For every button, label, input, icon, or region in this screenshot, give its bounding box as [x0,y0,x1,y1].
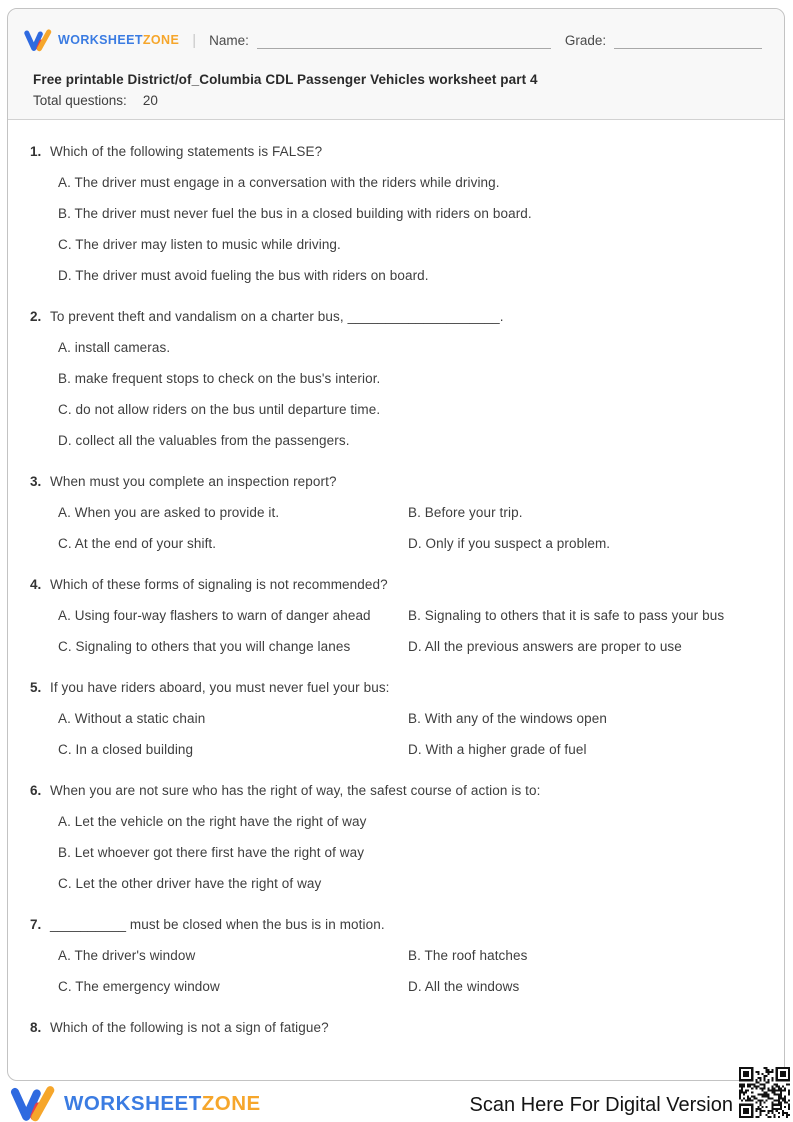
option-d: D. collect all the valuables from the passengers. [58,433,350,448]
question-options [58,497,764,559]
name-line [257,48,551,49]
option-a: A. Without a static chain [58,711,206,726]
worksheetzone-logo-icon [24,29,52,52]
question-number: 7. [30,917,42,932]
question [30,466,764,559]
worksheet-card [7,8,785,1081]
name-label: Name: [209,32,249,48]
questions-list [8,120,784,1043]
question [30,1012,764,1043]
question-text: Which of the following is not a sign of fatigue? [50,1020,329,1035]
question [30,569,764,662]
question-line [30,301,764,332]
question-line [30,672,764,703]
option-d: D. With a higher grade of fuel [408,742,587,757]
logo-word-zone: ZONE [142,33,180,47]
option-a: A. The driver's window [58,948,196,963]
question-text: When must you complete an inspection report? [50,474,337,489]
option-d: D. All the previous answers are proper to use [408,639,682,654]
option-a: A. Let the vehicle on the right have the right of way [58,814,367,829]
question-text: Which of the following statements is FALSE? [50,144,323,159]
question-line [30,1012,764,1043]
question-number: 4. [30,577,42,592]
question-options [58,703,764,765]
question-options [58,167,764,291]
qr-code [739,1067,790,1118]
question [30,672,764,765]
option-c: C. The driver may listen to music while driving. [58,237,341,252]
option-b: B. Let whoever got there first have the right of way [58,845,365,860]
question-number: 1. [30,144,42,159]
option-b: B. make frequent stops to check on the bus's interior. [58,371,381,386]
option-b: B. Signaling to others that it is safe to pass your bus [408,608,725,623]
scan-here-text: Scan Here For Digital Version [469,1094,733,1116]
option-c: C. Let the other driver have the right of way [58,876,322,891]
question-number: 6. [30,783,42,798]
question-options [58,806,764,899]
option-a: A. When you are asked to provide it. [58,505,280,520]
question-line [30,466,764,497]
question-number: 2. [30,309,42,324]
option-d: D. The driver must avoid fueling the bus with riders on board. [58,268,429,283]
question-number: 3. [30,474,42,489]
question-text: __________ must be closed when the bus is in motion. [50,917,385,932]
question-line [30,775,764,806]
option-a: A. install cameras. [58,340,171,355]
footer-brand-logo [10,1086,261,1122]
option-d: D. Only if you suspect a problem. [408,536,611,551]
question [30,301,764,456]
question-options [58,332,764,456]
option-b: B. The roof hatches [408,948,528,963]
worksheet-header [8,9,784,120]
worksheet-title: Free printable District/of_Columbia CDL Passenger Vehicles worksheet part 4 [33,72,538,87]
total-questions-label: Total questions: [33,93,127,108]
logo-word-worksheet: WORKSHEET [64,1092,202,1115]
option-c: C. The emergency window [58,979,220,994]
worksheetzone-logo-icon [10,1086,56,1122]
option-c: C. In a closed building [58,742,194,757]
option-c: C. do not allow riders on the bus until departure time. [58,402,381,417]
option-b: B. With any of the windows open [408,711,607,726]
question-text: Which of these forms of signaling is not recommended? [50,577,388,592]
grade-line [614,48,762,49]
question-options [58,940,764,1002]
option-a: A. Using four-way flashers to warn of danger ahead [58,608,371,623]
grade-label: Grade: [564,32,607,48]
option-b: B. Before your trip. [408,505,523,520]
question-line [30,569,764,600]
option-d: D. All the windows [408,979,520,994]
question-line [30,909,764,940]
header-divider-bar: | [192,31,197,49]
total-questions-value: 20 [142,93,158,108]
question-number: 8. [30,1020,42,1035]
question-number: 5. [30,680,42,695]
header-row [24,25,762,55]
option-c: C. Signaling to others that you will change lanes [58,639,351,654]
logo-word-worksheet: WORKSHEET [58,33,143,47]
question-options [58,600,764,662]
question [30,775,764,899]
question-text: To prevent theft and vandalism on a charter bus, ____________________. [50,309,504,324]
question [30,909,764,1002]
option-c: C. At the end of your shift. [58,536,217,551]
option-b: B. The driver must never fuel the bus in a closed building with riders on board. [58,206,532,221]
question [30,136,764,291]
option-a: A. The driver must engage in a conversation with the riders while driving. [58,175,500,190]
question-text: If you have riders aboard, you must never fuel your bus: [50,680,390,695]
question-text: When you are not sure who has the right of way, the safest course of action is to: [50,783,541,798]
total-questions [33,93,158,108]
logo-word-zone: ZONE [201,1092,261,1115]
brand-logo [24,29,179,52]
question-line [30,136,764,167]
